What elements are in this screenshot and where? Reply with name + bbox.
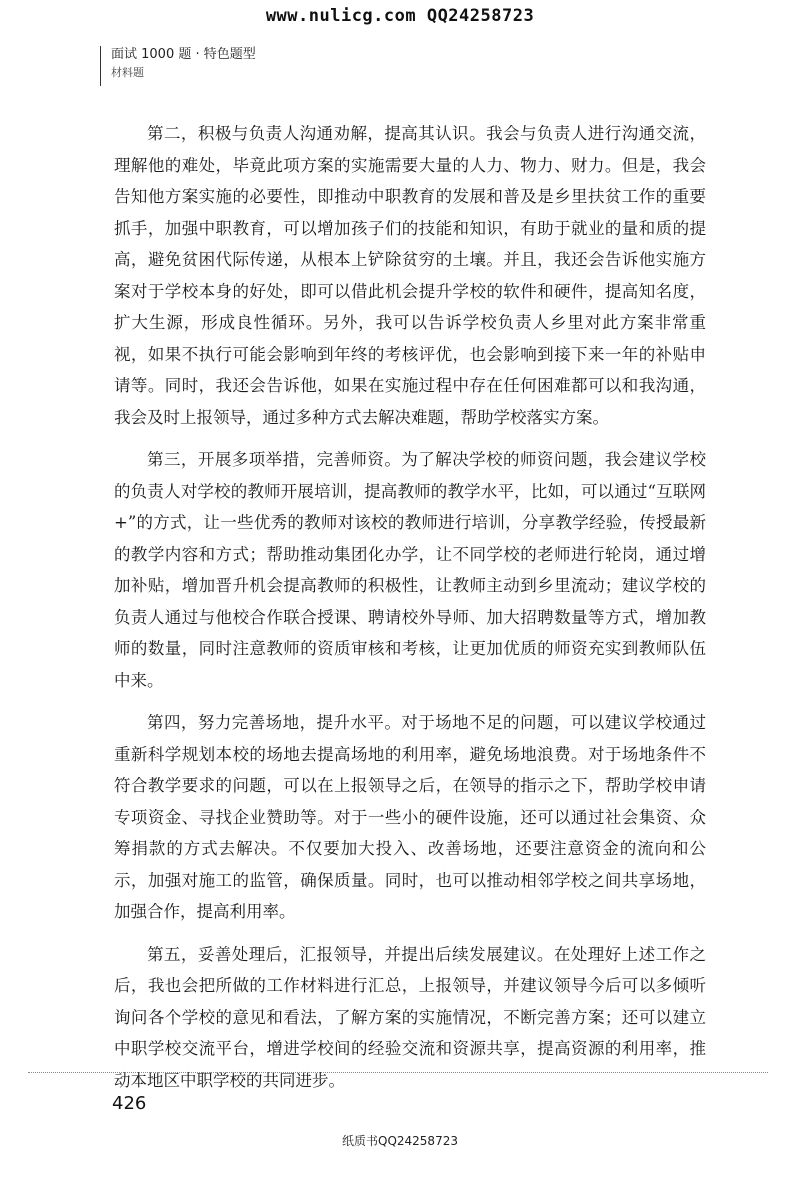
running-header [100, 46, 256, 86]
paragraph-third-point: 第三，开展多项举措，完善师资。为了解决学校的师资问题，我会建议学校的负责人对学校的教师开展培训，提高教师的教学水平，比如，可以通过“互联网+”的方式，让一些优秀的教师对该校的教师进行培训，分享教学经验，传授最新的教学内容和方式；帮助推动集团化办学，让不同学校的老师进行轮岗，通过增加补贴，增加晋升机会提高教师的积极性，让教师主动到乡里流动；建议学校的负责人通过与他校合作联合授课、聘请校外导师、加大招聘数量等方式，增加教师的数量，同时注意教师的资质审核和考核，让更加优质的师资充实到教师队伍中来。 [114, 450, 706, 690]
page-number: 426 [112, 1093, 147, 1114]
watermark-text: www.nulicg.com QQ24258723 [265, 6, 535, 26]
series-title: 面试 1000 题 · 特色题型 [111, 47, 256, 62]
body-text [114, 118, 706, 1107]
paragraph-fifth-point: 第五，妥善处理后，汇报领导，并提出后续发展建议。在处理好上述工作之后，我也会把所做的工作材料进行汇总，上报领导，并建议领导今后可以多倾听询问各个学校的意见和看法，了解方案的实施情况，不断完善方案；还可以建立中职学校交流平台，增进学校间的经验交流和资源共享，提高资源的利用率，推动本地区中职学校的共同进步。 [114, 944, 706, 1090]
footer-text: 纸质书QQ24258723 [342, 1134, 458, 1148]
section-label: 材料题 [111, 66, 144, 79]
paragraph-second-point: 第二，积极与负责人沟通劝解，提高其认识。我会与负责人进行沟通交流，理解他的难处，毕竟此项方案的实施需要大量的人力、物力、财力。但是，我会告知他方案实施的必要性，即推动中职教育的发展和普及是乡里扶贫工作的重要抓手，加强中职教育，可以增加孩子们的技能和知识，有助于就业的量和质的提高，避免贫困代际传递，从根本上铲除贫穷的土壤。并且，我还会告诉他实施方案对于学校本身的好处，即可以借此机会提升学校的软件和硬件，提高知名度，扩大生源，形成良性循环。另外，我可以告诉学校负责人乡里对此方案非常重视，如果不执行可能会影响到年终的考核评优，也会影响到接下来一年的补贴申请等。同时，我还会告诉他，如果在实施过程中存在任何困难都可以和我沟通，我会及时上报领导，通过多种方式去解决难题，帮助学校落实方案。 [114, 124, 706, 427]
footer-divider [28, 1072, 768, 1073]
paragraph-fourth-point: 第四，努力完善场地，提升水平。对于场地不足的问题，可以建议学校通过重新科学规划本校的场地去提高场地的利用率，避免场地浪费。对于场地条件不符合教学要求的问题，可以在上报领导之后，在领导的指示之下，帮助学校申请专项资金、寻找企业赞助等。对于一些小的硬件设施，还可以通过社会集资、众筹捐款的方式去解决。不仅要加大投入、改善场地，还要注意资金的流向和公示，加强对施工的监管，确保质量。同时，也可以推动相邻学校之间共享场地，加强合作，提高利用率。 [114, 713, 706, 921]
